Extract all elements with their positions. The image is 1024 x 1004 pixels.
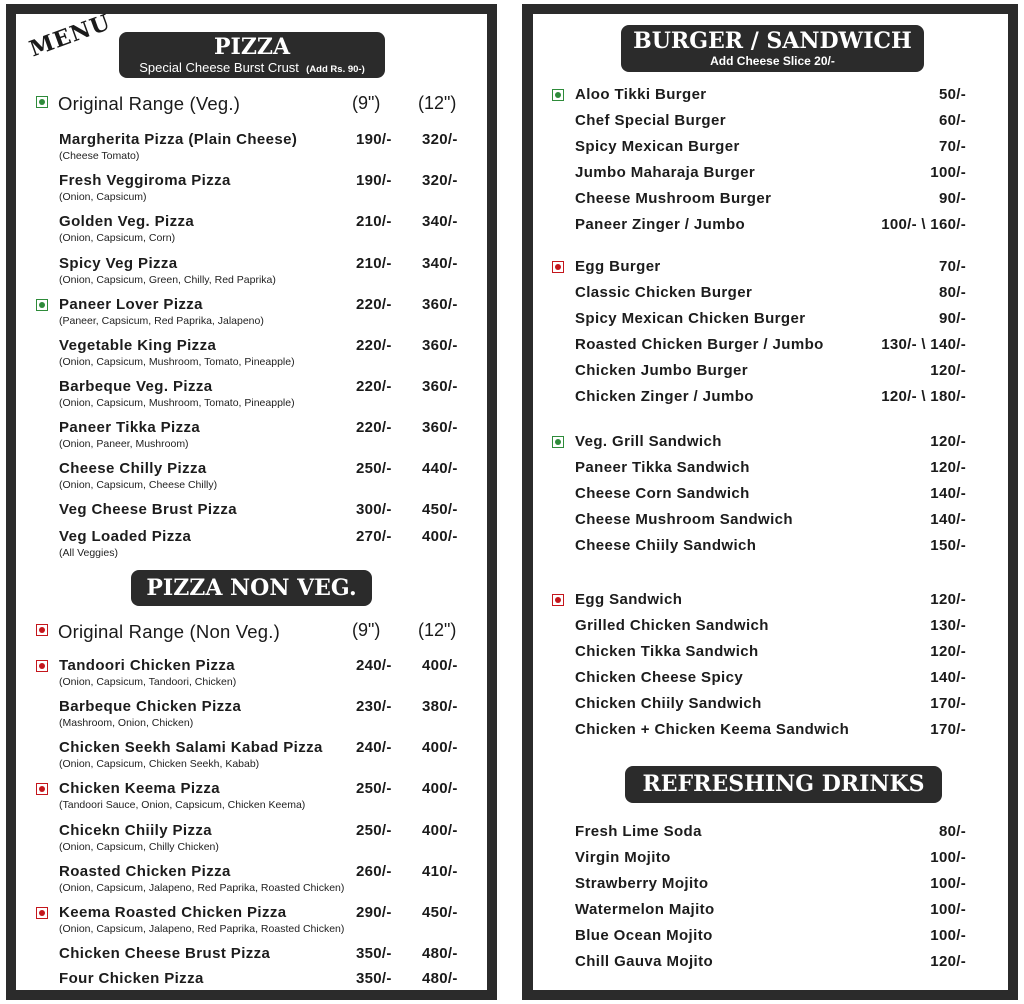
item-description: (Onion, Capsicum, Green, Chilly, Red Paprika) [59,274,276,286]
price-9-inch: 250/- [356,780,392,797]
price-12-inch: 400/- [422,822,458,839]
price-12-inch: 410/- [422,863,458,880]
menu-label: MENU [26,9,115,63]
item-name: Paneer Tikka Pizza [59,419,201,436]
item-description: (Tandoori Sauce, Onion, Capsicum, Chicken Keema) [59,799,306,811]
pizza-subtitle: Special Cheese Burst Crust (Add Rs. 90-) [139,60,365,75]
item-name: Keema Roasted Chicken Pizza [59,904,287,921]
price-12-inch: 440/- [422,460,458,477]
item-name: Aloo Tikki Burger [575,86,707,103]
item-name: Spicy Mexican Burger [575,138,740,155]
price-12-inch: 400/- [422,657,458,674]
price-9-inch: 260/- [356,863,392,880]
item-price: 100/- [930,875,966,892]
item-description: (Onion, Capsicum, Mushroom, Tomato, Pineapple) [59,356,295,368]
item-price: 150/- [930,537,966,554]
burger-title: BURGER / SANDWICH [633,28,912,54]
item-name: Barbeque Chicken Pizza [59,698,242,715]
item-price: 120/- [930,362,966,379]
item-name: Chicken Cheese Spicy [575,669,744,686]
item-price: 70/- [938,258,966,275]
item-price: 120/- [930,459,966,476]
item-description: (Onion, Capsicum, Jalapeno, Red Paprika, Roasted Chicken) [59,923,345,935]
nonveg-marker-icon [36,624,48,636]
price-12-inch: 450/- [422,501,458,518]
veg-range-header: Original Range (Veg.) [58,93,241,114]
item-price: 120/- \ 180/- [881,388,966,405]
item-name: Chicken Jumbo Burger [575,362,749,379]
item-name: Classic Chicken Burger [575,284,753,301]
nonveg-marker-icon [552,261,564,273]
item-name: Roasted Chicken Burger / Jumbo [575,336,824,353]
price-12-inch: 320/- [422,172,458,189]
item-price: 100/- [930,901,966,918]
item-name: Vegetable King Pizza [59,337,217,354]
price-12-inch: 360/- [422,337,458,354]
item-name: Four Chicken Pizza [59,970,204,987]
price-9-inch: 300/- [356,501,392,518]
nonveg-range-header: Original Range (Non Veg.) [58,621,280,642]
item-name: Paneer Zinger / Jumbo [575,216,746,233]
item-name: Paneer Tikka Sandwich [575,459,750,476]
price-9-inch: 190/- [356,131,392,148]
item-price: 140/- [930,485,966,502]
price-9-inch: 350/- [356,970,392,987]
item-description: (Cheese Tomato) [59,150,140,162]
item-name: Chicken Zinger / Jumbo [575,388,754,405]
item-price: 100/- [930,849,966,866]
item-name: Chicekn Chiily Pizza [59,822,213,839]
item-price: 100/- [930,164,966,181]
item-name: Chicken Tikka Sandwich [575,643,759,660]
veg-size-large: (12") [418,93,457,113]
item-price: 50/- [938,86,966,103]
item-name: Spicy Veg Pizza [59,255,178,272]
item-price: 130/- \ 140/- [881,336,966,353]
veg-marker-icon [552,436,564,448]
price-12-inch: 320/- [422,131,458,148]
price-9-inch: 190/- [356,172,392,189]
item-description: (Onion, Capsicum, Corn) [59,232,176,244]
item-description: (Onion, Capsicum, Chilly Chicken) [59,841,219,853]
item-name: Veg Loaded Pizza [59,528,192,545]
item-description: (Onion, Paneer, Mushroom) [59,438,189,450]
item-price: 90/- [938,190,966,207]
burger-subtitle: Add Cheese Slice 20/- [710,54,835,68]
item-name: Chicken Chiily Sandwich [575,695,762,712]
drinks-title: REFRESHING DRINKS [642,771,925,797]
item-price: 120/- [930,433,966,450]
nonveg-size-small: (9") [352,620,381,640]
pizza-nonveg-banner [131,570,372,606]
item-name: Chicken + Chicken Keema Sandwich [575,721,850,738]
price-9-inch: 210/- [356,255,392,272]
item-name: Chicken Keema Pizza [59,780,220,797]
item-name: Golden Veg. Pizza [59,213,195,230]
item-price: 60/- [938,112,966,129]
item-price: 120/- [930,953,966,970]
item-price: 100/- \ 160/- [881,216,966,233]
item-price: 140/- [930,511,966,528]
price-9-inch: 240/- [356,657,392,674]
burger-banner [621,25,924,72]
item-price: 170/- [930,695,966,712]
veg-marker-icon [552,89,564,101]
item-price: 70/- [938,138,966,155]
veg-marker-icon [36,299,48,311]
item-name: Margherita Pizza (Plain Cheese) [59,131,298,148]
item-description: (All Veggies) [59,547,118,559]
item-description: (Onion, Capsicum, Cheese Chilly) [59,479,218,491]
item-price: 120/- [930,591,966,608]
item-name: Strawberry Mojito [575,875,709,892]
item-name: Cheese Chiily Sandwich [575,537,757,554]
veg-marker-icon [36,96,48,108]
price-9-inch: 270/- [356,528,392,545]
pizza-title: PIZZA [213,34,291,60]
item-name: Egg Burger [575,258,661,275]
item-description: (Onion, Capsicum) [59,191,147,203]
item-description: (Onion, Capsicum, Mushroom, Tomato, Pineapple) [59,397,295,409]
item-name: Fresh Veggiroma Pizza [59,172,231,189]
item-name: Blue Ocean Mojito [575,927,713,944]
price-9-inch: 220/- [356,337,392,354]
item-name: Chef Special Burger [575,112,726,129]
pizza-nonveg-title: PIZZA NON VEG. [146,575,357,601]
item-name: Barbeque Veg. Pizza [59,378,213,395]
item-name: Cheese Chilly Pizza [59,460,207,477]
item-name: Chill Gauva Mojito [575,953,714,970]
price-12-inch: 400/- [422,780,458,797]
item-description: (Onion, Capsicum, Tandoori, Chicken) [59,676,237,688]
price-12-inch: 480/- [422,970,458,987]
item-name: Grilled Chicken Sandwich [575,617,769,634]
price-9-inch: 220/- [356,378,392,395]
item-description: (Mashroom, Onion, Chicken) [59,717,194,729]
item-name: Chicken Seekh Salami Kabad Pizza [59,739,323,756]
price-9-inch: 230/- [356,698,392,715]
item-name: Spicy Mexican Chicken Burger [575,310,806,327]
item-name: Egg Sandwich [575,591,683,608]
item-name: Cheese Mushroom Burger [575,190,772,207]
item-name: Chicken Cheese Brust Pizza [59,945,271,962]
item-price: 80/- [938,823,966,840]
price-12-inch: 360/- [422,296,458,313]
pizza-banner [119,32,385,78]
item-description: (Onion, Capsicum, Chicken Seekh, Kabab) [59,758,260,770]
item-name: Watermelon Majito [575,901,715,918]
item-price: 120/- [930,643,966,660]
item-name: Jumbo Maharaja Burger [575,164,756,181]
item-price: 140/- [930,669,966,686]
price-9-inch: 240/- [356,739,392,756]
price-12-inch: 340/- [422,255,458,272]
nonveg-size-large: (12") [418,620,457,640]
price-9-inch: 250/- [356,460,392,477]
item-description: (Paneer, Capsicum, Red Paprika, Jalapeno) [59,315,264,327]
pizza-subtitle-note: (Add Rs. 90-) [306,64,365,75]
item-name: Cheese Mushroom Sandwich [575,511,793,528]
price-9-inch: 290/- [356,904,392,921]
price-12-inch: 480/- [422,945,458,962]
price-12-inch: 450/- [422,904,458,921]
nonveg-marker-icon [36,783,48,795]
price-9-inch: 220/- [356,419,392,436]
item-price: 90/- [938,310,966,327]
nonveg-marker-icon [552,594,564,606]
price-9-inch: 250/- [356,822,392,839]
item-name: Roasted Chicken Pizza [59,863,231,880]
item-name: Veg. Grill Sandwich [575,433,722,450]
item-name: Cheese Corn Sandwich [575,485,750,502]
price-12-inch: 400/- [422,528,458,545]
price-12-inch: 380/- [422,698,458,715]
right-panel [533,14,1008,990]
price-9-inch: 210/- [356,213,392,230]
item-name: Tandoori Chicken Pizza [59,657,236,674]
veg-size-small: (9") [352,93,381,113]
item-name: Paneer Lover Pizza [59,296,203,313]
item-name: Veg Cheese Brust Pizza [59,501,238,518]
drinks-banner [625,766,942,803]
item-name: Virgin Mojito [575,849,671,866]
price-12-inch: 340/- [422,213,458,230]
item-price: 170/- [930,721,966,738]
nonveg-marker-icon [36,907,48,919]
nonveg-marker-icon [36,660,48,672]
item-price: 80/- [938,284,966,301]
item-price: 130/- [930,617,966,634]
item-name: Fresh Lime Soda [575,823,702,840]
price-12-inch: 360/- [422,419,458,436]
item-description: (Onion, Capsicum, Jalapeno, Red Paprika, Roasted Chicken) [59,882,345,894]
price-9-inch: 220/- [356,296,392,313]
item-price: 100/- [930,927,966,944]
price-12-inch: 400/- [422,739,458,756]
price-9-inch: 350/- [356,945,392,962]
price-12-inch: 360/- [422,378,458,395]
